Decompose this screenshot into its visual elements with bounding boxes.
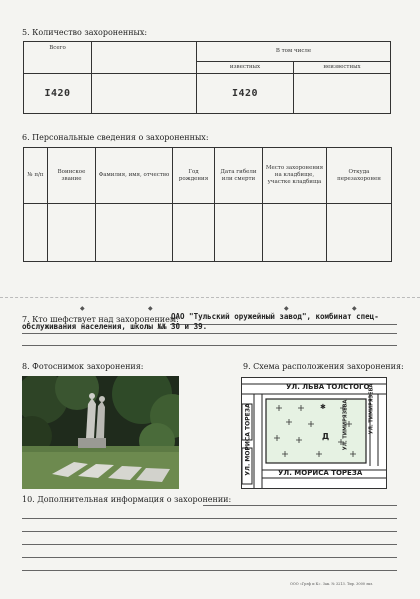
street-label-right-a: УЛ. ТИМИРЯЗЕВА	[368, 383, 375, 435]
burial-photo-image	[22, 376, 179, 489]
empty-cell	[327, 204, 392, 262]
header-death-date: Дата гибели или смерти	[215, 148, 263, 204]
street-label-right-b: УЛ. ТИМИРЯЗЕВА	[342, 399, 349, 451]
section7-title: 7. Кто шефствует над захоронением:	[22, 315, 179, 324]
empty-cell	[96, 204, 173, 262]
info-line-6	[22, 570, 397, 571]
burial-count-table	[23, 41, 391, 114]
header-birth-year: Год рождения	[173, 148, 215, 204]
street-label-top: УЛ. ЛЬВА ТОЛСТОГО	[286, 383, 370, 391]
burial-photo	[22, 376, 179, 489]
street-label-bottom: УЛ. МОРИСА ТОРЕЗА	[278, 469, 363, 477]
empty-cell	[48, 204, 96, 262]
empty-cell	[263, 204, 327, 262]
patron-line-1: ОАО "Тульский оружейный завод", комбинат спец-	[171, 312, 379, 321]
col-total-header: Всего	[24, 42, 92, 74]
empty-cell	[173, 204, 215, 262]
punch-mark: ◆	[352, 305, 357, 312]
info-line-2	[22, 518, 397, 519]
svg-text:✱: ✱	[320, 403, 326, 411]
punch-mark: ◆	[148, 305, 153, 312]
col-known-header: известных	[197, 62, 294, 74]
empty-cell	[24, 204, 48, 262]
header-number: № п/п	[24, 148, 48, 204]
personal-data-table	[23, 147, 392, 262]
fold-line	[0, 297, 420, 298]
known-value: I420	[197, 74, 294, 114]
header-rank: Воинское звание	[48, 148, 96, 204]
unknown-value	[294, 74, 391, 114]
info-line-4	[22, 544, 397, 545]
section9-title: 9. Схема расположения захоронения:	[243, 362, 404, 371]
col-unknown-header: неизвестных	[294, 62, 391, 74]
empty-cell	[215, 204, 263, 262]
col-including-header: В том числе	[197, 42, 391, 62]
empty-cell	[92, 74, 197, 114]
grave-mark: Д	[322, 432, 330, 441]
punch-mark: ◆	[80, 305, 85, 312]
header-reburied-from: Откуда перезахоронен	[327, 148, 392, 204]
section5-title: 5. Количество захороненных:	[22, 28, 148, 37]
punch-mark: ◆	[284, 305, 289, 312]
info-line-3	[22, 531, 397, 532]
section6-title: 6. Персональные сведения о захороненных:	[22, 133, 209, 142]
section8-title: 8. Фотоснимок захоронения:	[22, 362, 144, 371]
patron-line-2: обслуживания населения, школы №№ 30 и 39.	[22, 322, 208, 331]
info-line-1	[203, 505, 397, 506]
section10-title: 10. Дополнительная информация о захоронении:	[22, 495, 232, 504]
total-value: I420	[24, 74, 92, 114]
print-note: ООО «Грэф и К». Зак. № 3213. Тир. 3000 экз.	[290, 582, 374, 586]
empty-cell	[92, 42, 197, 74]
patron-underline-3	[22, 345, 397, 346]
info-line-5	[22, 557, 397, 558]
street-label-left: УЛ. МОРИСА ТОРЕЗА	[244, 403, 252, 476]
header-burial-place: Место захоронения на кладбище, участке кладбища	[263, 148, 327, 204]
header-name: Фамилия, имя, отчество	[96, 148, 173, 204]
location-scheme	[241, 377, 387, 489]
patron-underline-2	[22, 333, 397, 334]
